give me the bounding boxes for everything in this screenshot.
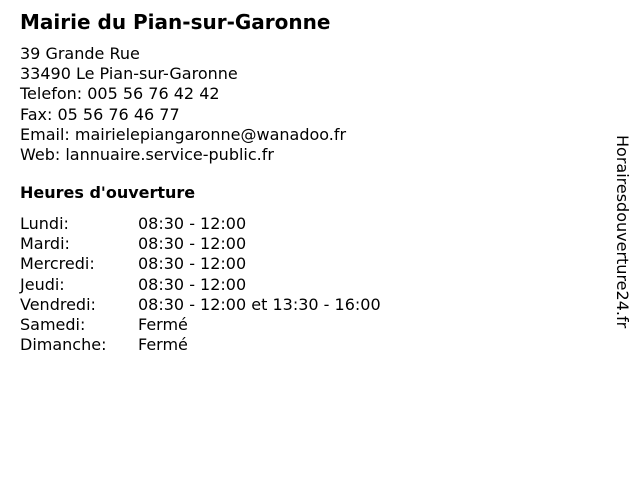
time-value: 08:30 - 12:00 (138, 254, 247, 274)
phone-number: Telefon: 005 56 76 42 42 (20, 84, 220, 104)
time-value: Fermé (138, 314, 188, 334)
day-label: Dimanche: (20, 335, 107, 355)
street-address: 39 Grande Rue (20, 44, 140, 63)
day-label: Mardi: (20, 234, 70, 254)
city-postal-code: 33490 Le Pian-sur-Garonne (20, 64, 238, 84)
day-label: Mercredi: (20, 254, 95, 274)
fax-number: Fax: 05 56 76 46 77 (20, 104, 180, 124)
contact-block (20, 44, 346, 165)
day-label: Jeudi: (20, 274, 65, 294)
time-value: 08:30 - 12:00 (138, 214, 247, 233)
page-title: Mairie du Pian-sur-Garonne (20, 10, 331, 34)
time-value: 08:30 - 12:00 (138, 234, 247, 254)
website: Web: lannuaire.service-public.fr (20, 144, 274, 164)
email-address: Email: mairielepiangaronne@wanadoo.fr (20, 124, 347, 144)
day-label: Lundi: (20, 214, 69, 233)
time-value: Fermé (138, 335, 188, 355)
side-brand-watermark: Horairesdouverture24.fr (613, 135, 632, 329)
time-value: 08:30 - 12:00 (138, 274, 247, 294)
hours-heading: Heures d'ouverture (20, 183, 196, 202)
time-value: 08:30 - 12:00 et 13:30 - 16:00 (138, 294, 381, 314)
day-label: Samedi: (20, 314, 86, 334)
day-label: Vendredi: (20, 294, 96, 314)
